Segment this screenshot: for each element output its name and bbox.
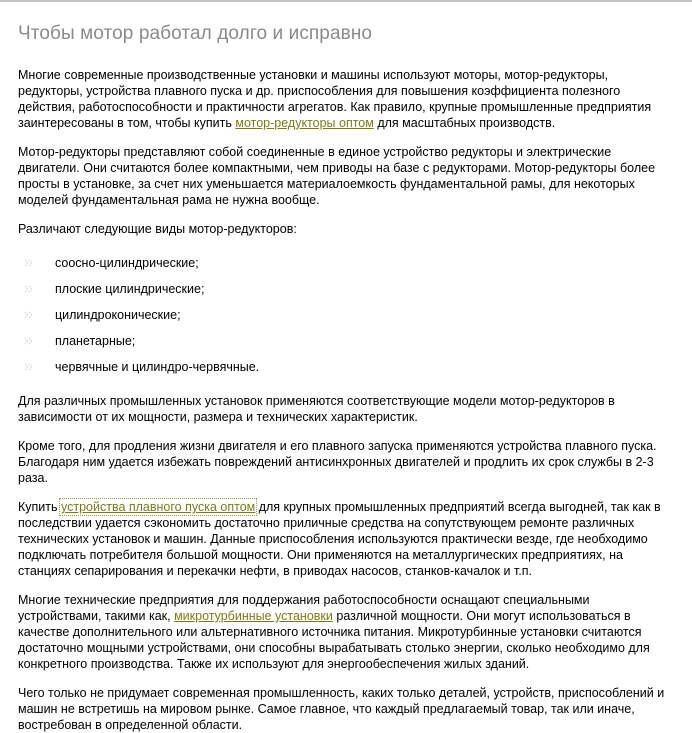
article-content: [0, 2, 692, 733]
double-chevron-right-icon: [24, 258, 34, 268]
list-item: [18, 328, 674, 354]
title-spacer: [18, 46, 674, 67]
list-item: [18, 354, 674, 380]
double-chevron-right-icon: [24, 284, 34, 294]
list-item-label: плоские цилиндрические;: [55, 282, 205, 296]
paragraph-4: Для различных промышленных установок применяются соответствующие модели мотор-редукторов в зависимости от их мощности, размера и технических характеристик.: [18, 394, 615, 424]
paragraph-2: Мотор-редукторы представляют собой соединенные в единое устройство редукторы и электрические двигатели. Они считаются более компактными, чем приводы на базе с редукторами. Мотор-редукторы более просты в установке, за счет них уменьшается материалоемкость фундаментальной рамы, для некоторых моделей фундаментальная рама не нужна вообще.: [18, 145, 656, 207]
list-item: [18, 250, 674, 276]
link-soft-starters-wholesale[interactable]: устройства плавного пуска оптом: [61, 500, 256, 514]
paragraph-6: [18, 499, 674, 579]
paragraph-7: [18, 592, 674, 672]
list-item-label: червячные и цилиндро-червячные.: [55, 360, 260, 374]
list-spacer: [18, 380, 674, 393]
paragraph-7-text-before-link: Многие технические предприятия для поддержания работоспособности оснащают специальными устройствами, такими как,: [18, 593, 590, 623]
link-microturbine-units[interactable]: микротурбинные установки: [174, 609, 333, 623]
list-item: [18, 276, 674, 302]
gearbox-types-list: [18, 250, 674, 380]
paragraph-3: Различают следующие виды мотор-редукторов:: [18, 222, 297, 236]
paragraph-1-text-after-link: для масштабных производств.: [373, 116, 556, 130]
list-item-label: соосно-цилиндрические;: [55, 256, 199, 270]
page-title: Чтобы мотор работал долго и исправно: [18, 23, 373, 44]
double-chevron-right-icon: [24, 362, 34, 372]
paragraph-5: Кроме того, для продления жизни двигателя и его плавного запуска применяются устройства плавного пуска. Благодаря ним удается избежать повреждений антисинхронных двигателей и продлить их срок службы в 2-3 раза.: [18, 439, 657, 485]
paragraph-6-text-after-link: для крупных промышленных предприятий всегда выгодней, так как в последствии удается сэкономить достаточно приличные средства на сопутствующем ремонте различных технических установок и машин. Данные приспособления используются практически везде, где необходимо подключать потребителя большой мощности. Они применяются на металлургических предприятиях, на станциях сепарирования и перекачки нефти, в приводах насосов, станков-качалок и т.п.: [18, 500, 661, 578]
double-chevron-right-icon: [24, 310, 34, 320]
list-item-label: цилиндроконические;: [55, 308, 181, 322]
list-item: [18, 302, 674, 328]
paragraph-8: Чего только не придумает современная промышленность, каких только деталей, устройств, приспособлений и машин не встретишь на мировом рынке. Самое главное, что каждый предлагаемый товар, так или иначе, востребован в определенной области.: [18, 686, 665, 732]
paragraph-1: [18, 67, 674, 131]
paragraph-6-text-before-link: Купить: [18, 500, 61, 514]
link-motor-reducers-wholesale[interactable]: мотор-редукторы оптом: [235, 116, 374, 130]
paragraph-7-text-after-link: различной мощности. Они могут использоваться в качестве дополнительного или альтернативного источника питания. Микротурбинные установки считаются достаточно мощными устройствами, они способны вырабатывать столько энергии, сколько необходимо для конкретного производства. Также их используют для энергообеспечения жилых зданий.: [18, 609, 650, 671]
double-chevron-right-icon: [24, 336, 34, 346]
paragraph-1-text-before-link: Многие современные производственные установки и машины используют моторы, мотор-редукторы, редукторы, устройства плавного пуска и др. приспособления для повышения коэффициента полезного действия, работоспособности и практичности агрегатов. Как правило, крупные промышленные предприятия заинтересованы в том, чтобы купить: [18, 68, 652, 130]
list-item-label: планетарные;: [55, 334, 136, 348]
